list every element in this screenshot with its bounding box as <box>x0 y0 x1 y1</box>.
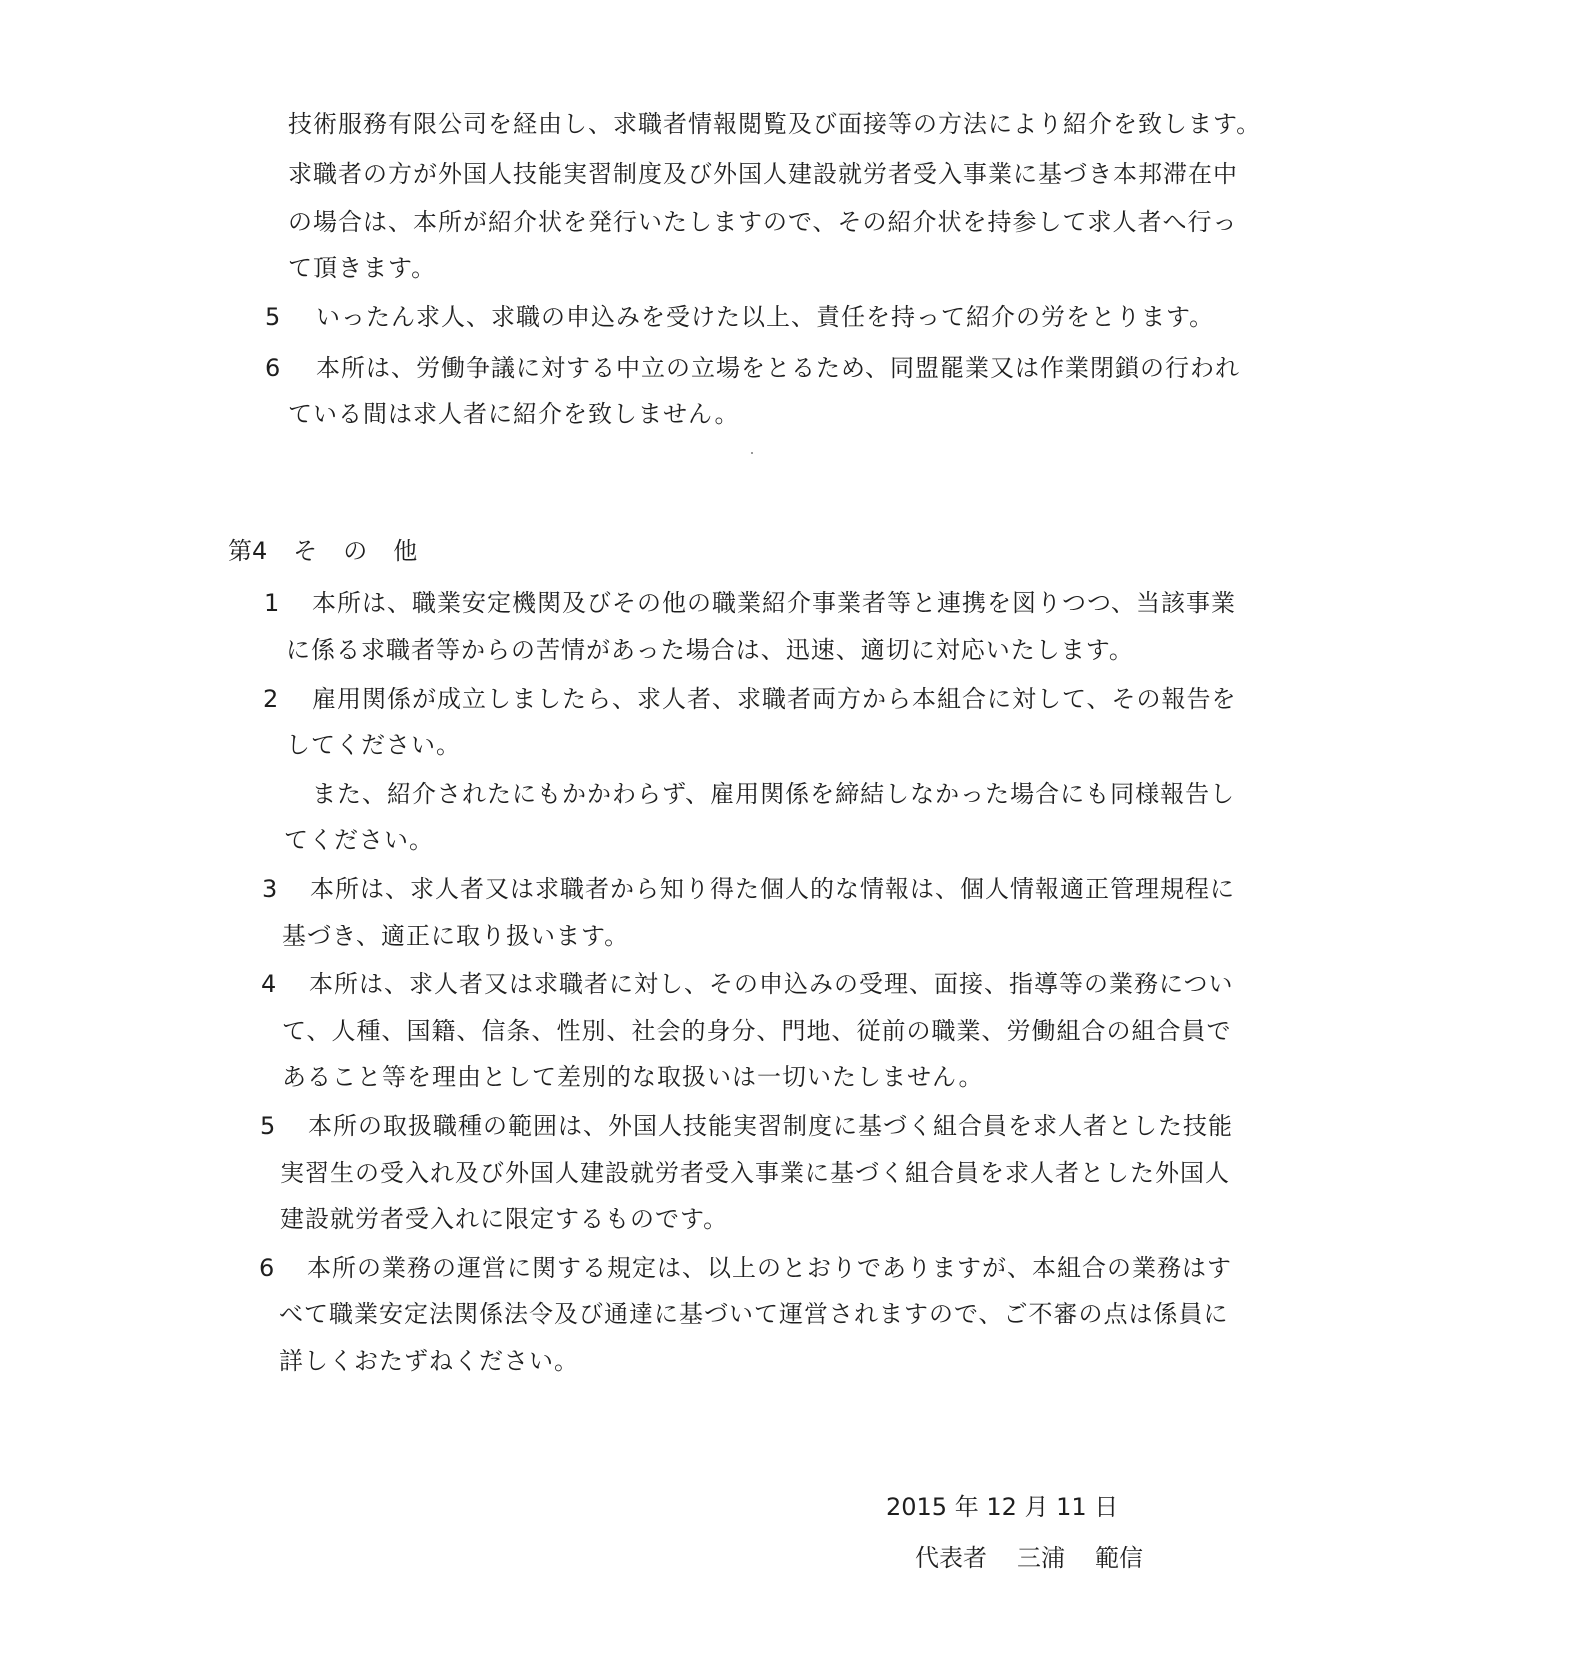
item-number: 1 <box>264 589 280 617</box>
item-number: 2 <box>263 685 279 713</box>
stray-mark <box>751 452 753 454</box>
signatory-given-name: 範信 <box>1095 1544 1143 1572</box>
text-line: て頂きます。 <box>288 254 437 282</box>
text-line: 技術服務有限公司を経由し、求職者情報閲覧及び面接等の方法により紹介を致します。 <box>288 110 1262 138</box>
text-line: 本所は、求人者又は求職者に対し、その申込みの受理、面接、指導等の業務につい <box>309 970 1234 998</box>
signatory-title: 代表者 <box>915 1544 987 1572</box>
text-line: 実習生の受入れ及び外国人建設就労者受入事業に基づく組合員を求人者とした外国人 <box>280 1159 1230 1187</box>
text-line: 本所の業務の運営に関する規定は、以上のとおりでありますが、本組合の業務はす <box>307 1254 1232 1282</box>
document-date: 2015 年 12 月 11 日 <box>886 1493 1119 1521</box>
section-title-char: そ <box>293 537 318 565</box>
text-line: の場合は、本所が紹介状を発行いたしますので、その紹介状を持参して求人者へ行っ <box>288 208 1238 236</box>
text-line: あること等を理由として差別的な取扱いは一切いたしません。 <box>282 1063 984 1091</box>
section-number: 第4 <box>228 537 268 565</box>
text-line: 求職者の方が外国人技能実習制度及び外国人建設就労者受入事業に基づき本邦滞在中 <box>288 160 1238 188</box>
signatory-surname: 三浦 <box>1017 1544 1065 1572</box>
text-line: て、人種、国籍、信条、性別、社会的身分、門地、従前の職業、労働組合の組合員で <box>282 1017 1232 1045</box>
text-line: また、紹介されたにもかかわらず、雇用関係を締結しなかった場合にも同様報告し <box>312 780 1236 808</box>
section-heading <box>228 537 417 565</box>
text-line: 雇用関係が成立しましたら、求人者、求職者両方から本組合に対して、その報告を <box>312 685 1237 713</box>
text-line: 建設就労者受入れに限定するものです。 <box>280 1205 729 1233</box>
text-line: いったん求人、求職の申込みを受けた以上、責任を持って紹介の労をとります。 <box>316 303 1215 331</box>
text-line: 本所は、労働争議に対する中立の立場をとるため、同盟罷業又は作業閉鎖の行われ <box>316 354 1241 382</box>
text-line: ている間は求人者に紹介を致しません。 <box>288 400 740 428</box>
text-line: べて職業安定法関係法令及び通達に基づいて運営されますので、ご不審の点は係員に <box>279 1300 1229 1328</box>
item-number: 3 <box>262 875 278 903</box>
section-title-char: の <box>343 537 368 565</box>
text-line: 本所の取扱職種の範囲は、外国人技能実習制度に基づく組合員を求人者とした技能 <box>308 1112 1233 1140</box>
text-line: てください。 <box>284 826 434 854</box>
item-number: 5 <box>265 303 281 331</box>
section-title-char: 他 <box>393 537 418 565</box>
text-line: に係る求職者等からの苦情があった場合は、迅速、適切に対応いたします。 <box>286 636 1134 664</box>
text-line: 本所は、職業安定機関及びその他の職業紹介事業者等と連携を図りつつ、当該事業 <box>312 589 1237 617</box>
item-number: 4 <box>261 970 277 998</box>
item-number: 6 <box>259 1254 275 1282</box>
text-line: してください。 <box>286 731 461 759</box>
text-line: 本所は、求人者又は求職者から知り得た個人的な情報は、個人情報適正管理規程に <box>310 875 1235 903</box>
signature-block <box>915 1544 1143 1572</box>
item-number: 6 <box>265 354 281 382</box>
text-line: 基づき、適正に取り扱います。 <box>282 922 630 950</box>
item-number: 5 <box>260 1112 276 1140</box>
text-line: 詳しくおたずねください。 <box>279 1347 579 1375</box>
